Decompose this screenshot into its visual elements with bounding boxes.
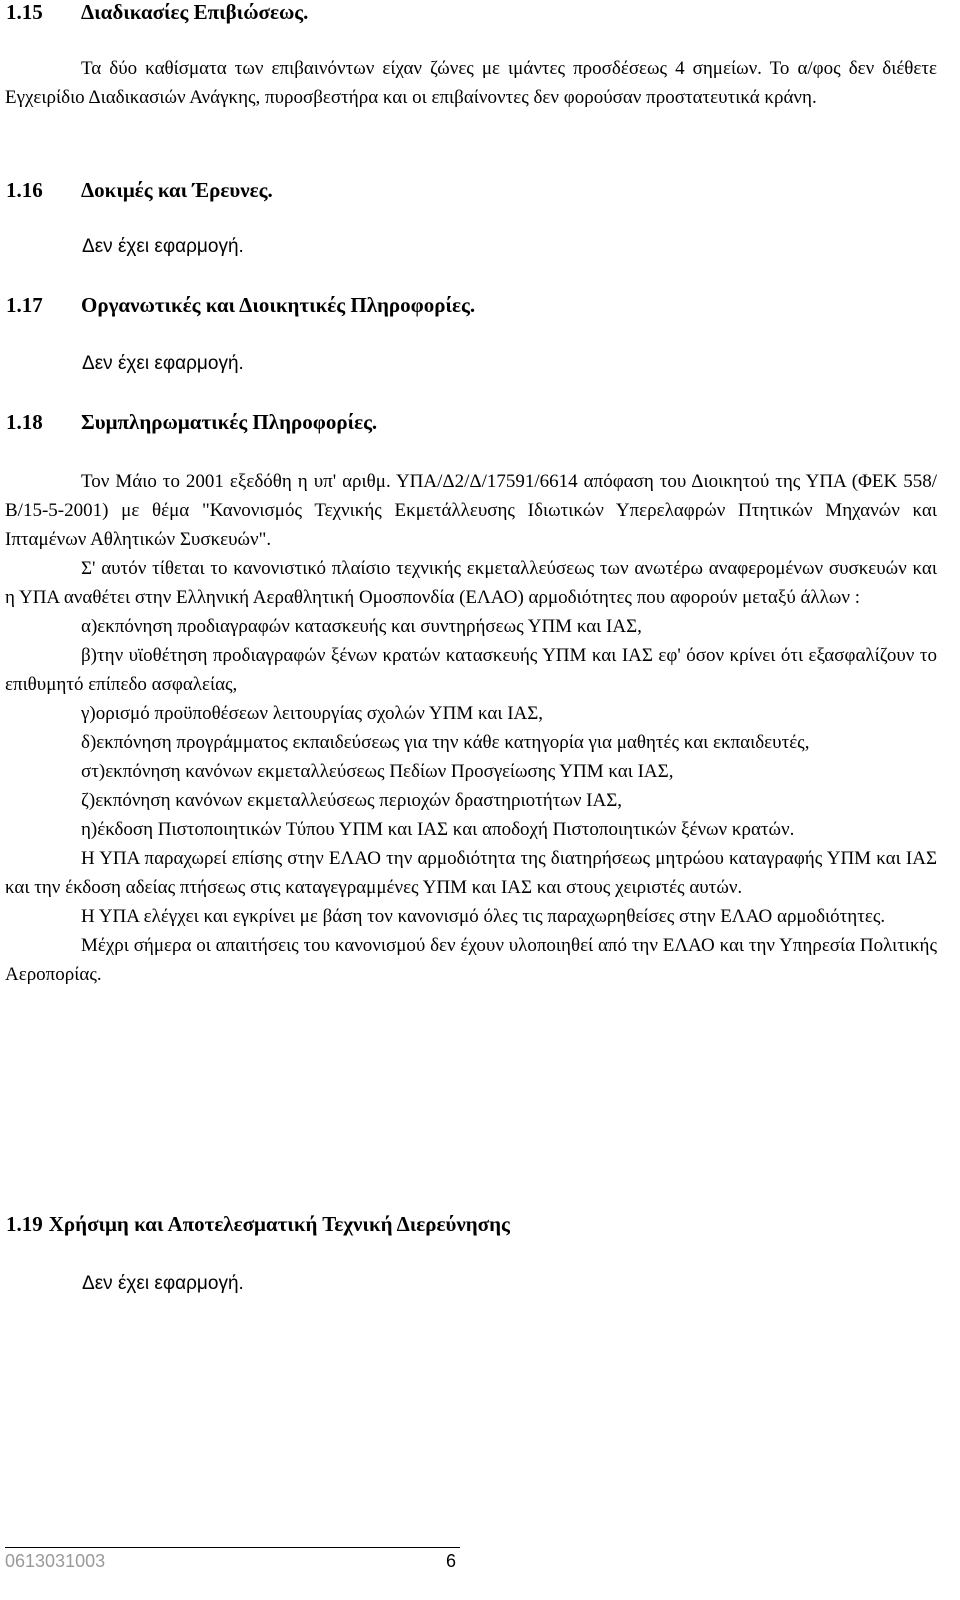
section-body-1-15 <box>5 54 937 112</box>
paragraph: Η ΥΠΑ ελέγχει και εγκρίνει με βάση τον κανονισμό όλες τις παραχωρηθείσες στην ΕΛΑΟ αρμοδιότητες. <box>81 906 886 927</box>
paragraph: Σ' αυτόν τίθεται το κανονιστικό πλαίσιο τεχνικής εκμεταλλεύσεως των ανωτέρω αναφερομένων συσκευών και η ΥΠΑ αναθέτει στην Ελληνική Αεραθλητική Ομοσπονδία (ΕΛΑΟ) αρμοδιότητες που αφορούν μεταξύ άλλων : <box>5 558 937 608</box>
paragraph: Τα δύο καθίσματα των επιβαινόντων είχαν ζώνες με ιμάντες προσδέσεως 4 σημείων. Το α/φος δεν διέθετε Εγχειρίδιο Διαδικασιών Ανάγκης, πυροσβεστήρα και οι επιβαίνοντες δεν φορούσαν προστατευτικά κράνη. <box>5 58 937 108</box>
list-item: δ)εκπόνηση προγράμματος εκπαιδεύσεως για την κάθε κατηγορία για μαθητές και εκπαιδευτές, <box>81 732 810 753</box>
list-item: ζ)εκπόνηση κανόνων εκμεταλλεύσεως περιοχών δραστηριοτήτων ΙΑΣ, <box>81 790 623 811</box>
paragraph: Τον Μάιο το 2001 εξεδόθη η υπ' αριθμ. ΥΠΑ/Δ2/Δ/17591/6614 απόφαση του Διοικητού της ΥΠΑ (ΦΕΚ 558/Β/15-5-2001) με θέμα "Κανονισμός Τεχνικής Εκμετάλλευσης Ιδιωτικών Υπερελαφρών Πτητικών Μηχανών και Ιπταμένων Αθλητικών Συσκευών". <box>5 471 937 550</box>
section-title: Συμπληρωματικές Πληροφορίες. <box>81 410 378 434</box>
section-heading-1-16 <box>6 178 273 202</box>
section-number: 1.17 <box>6 293 43 317</box>
paragraph: Η ΥΠΑ παραχωρεί επίσης στην ΕΛΑΟ την αρμοδιότητα της διατηρήσεως μητρώου καταγραφής ΥΠΜ και ΙΑΣ και την έκδοση αδείας πτήσεως στις καταγεγραμμένες ΥΠΜ και ΙΑΣ και στους χειριστές αυτών. <box>5 848 937 898</box>
section-title: Οργανωτικές και Διοικητικές Πληροφορίες. <box>81 293 476 317</box>
not-applicable-note-1-17: Δεν έχει εφαρμογή. <box>82 353 244 374</box>
section-number: 1.15 <box>6 0 43 24</box>
list-item: β)την υϊοθέτηση προδιαγραφών ξένων κρατών κατασκευής ΥΠΜ και ΙΑΣ εφ' όσον κρίνει ότι εξασφαλίζουν το επιθυμητό επίπεδο ασφαλείας, <box>5 645 937 695</box>
section-title: Διαδικασίες Επιβιώσεως. <box>81 0 309 24</box>
list-item: γ)ορισμό προϋποθέσεων λειτουργίας σχολών ΥΠΜ και ΙΑΣ, <box>81 703 544 724</box>
paragraph: Μέχρι σήμερα οι απαιτήσεις του κανονισμού δεν έχουν υλοποιηθεί από την ΕΛΑΟ και την Υπηρεσία Πολιτικής Αεροπορίας. <box>5 935 937 985</box>
list-item: η)έκδοση Πιστοποιητικών Τύπου ΥΠΜ και ΙΑΣ και αποδοχή Πιστοποιητικών ξένων κρατών. <box>81 819 795 840</box>
footer-document-id: 0613031003 <box>5 1551 106 1571</box>
section-number: 1.19 <box>6 1212 43 1236</box>
section-number: 1.16 <box>6 178 43 202</box>
section-title: Χρήσιμη και Αποτελεσματική Τεχνική Διερεύνησης <box>48 1212 510 1236</box>
list-item: α)εκπόνηση προδιαγραφών κατασκευής και συντηρήσεως ΥΠΜ και ΙΑΣ, <box>81 616 642 637</box>
section-title: Δοκιμές και Έρευνες. <box>81 178 273 202</box>
list-item: στ)εκπόνηση κανόνων εκμεταλλεύσεως Πεδίων Προσγείωσης ΥΠΜ και ΙΑΣ, <box>81 761 674 782</box>
section-heading-1-17 <box>6 293 475 317</box>
not-applicable-note-1-16: Δεν έχει εφαρμογή. <box>82 236 244 257</box>
section-number: 1.18 <box>6 410 43 434</box>
section-heading-1-18 <box>6 410 377 434</box>
section-heading-1-19 <box>6 1212 510 1236</box>
not-applicable-note-1-19: Δεν έχει εφαρμογή. <box>82 1273 244 1294</box>
footer-divider <box>5 1547 460 1548</box>
section-heading-1-15 <box>6 0 308 24</box>
section-body-1-18 <box>5 467 937 989</box>
footer-page-number: 6 <box>446 1551 457 1571</box>
